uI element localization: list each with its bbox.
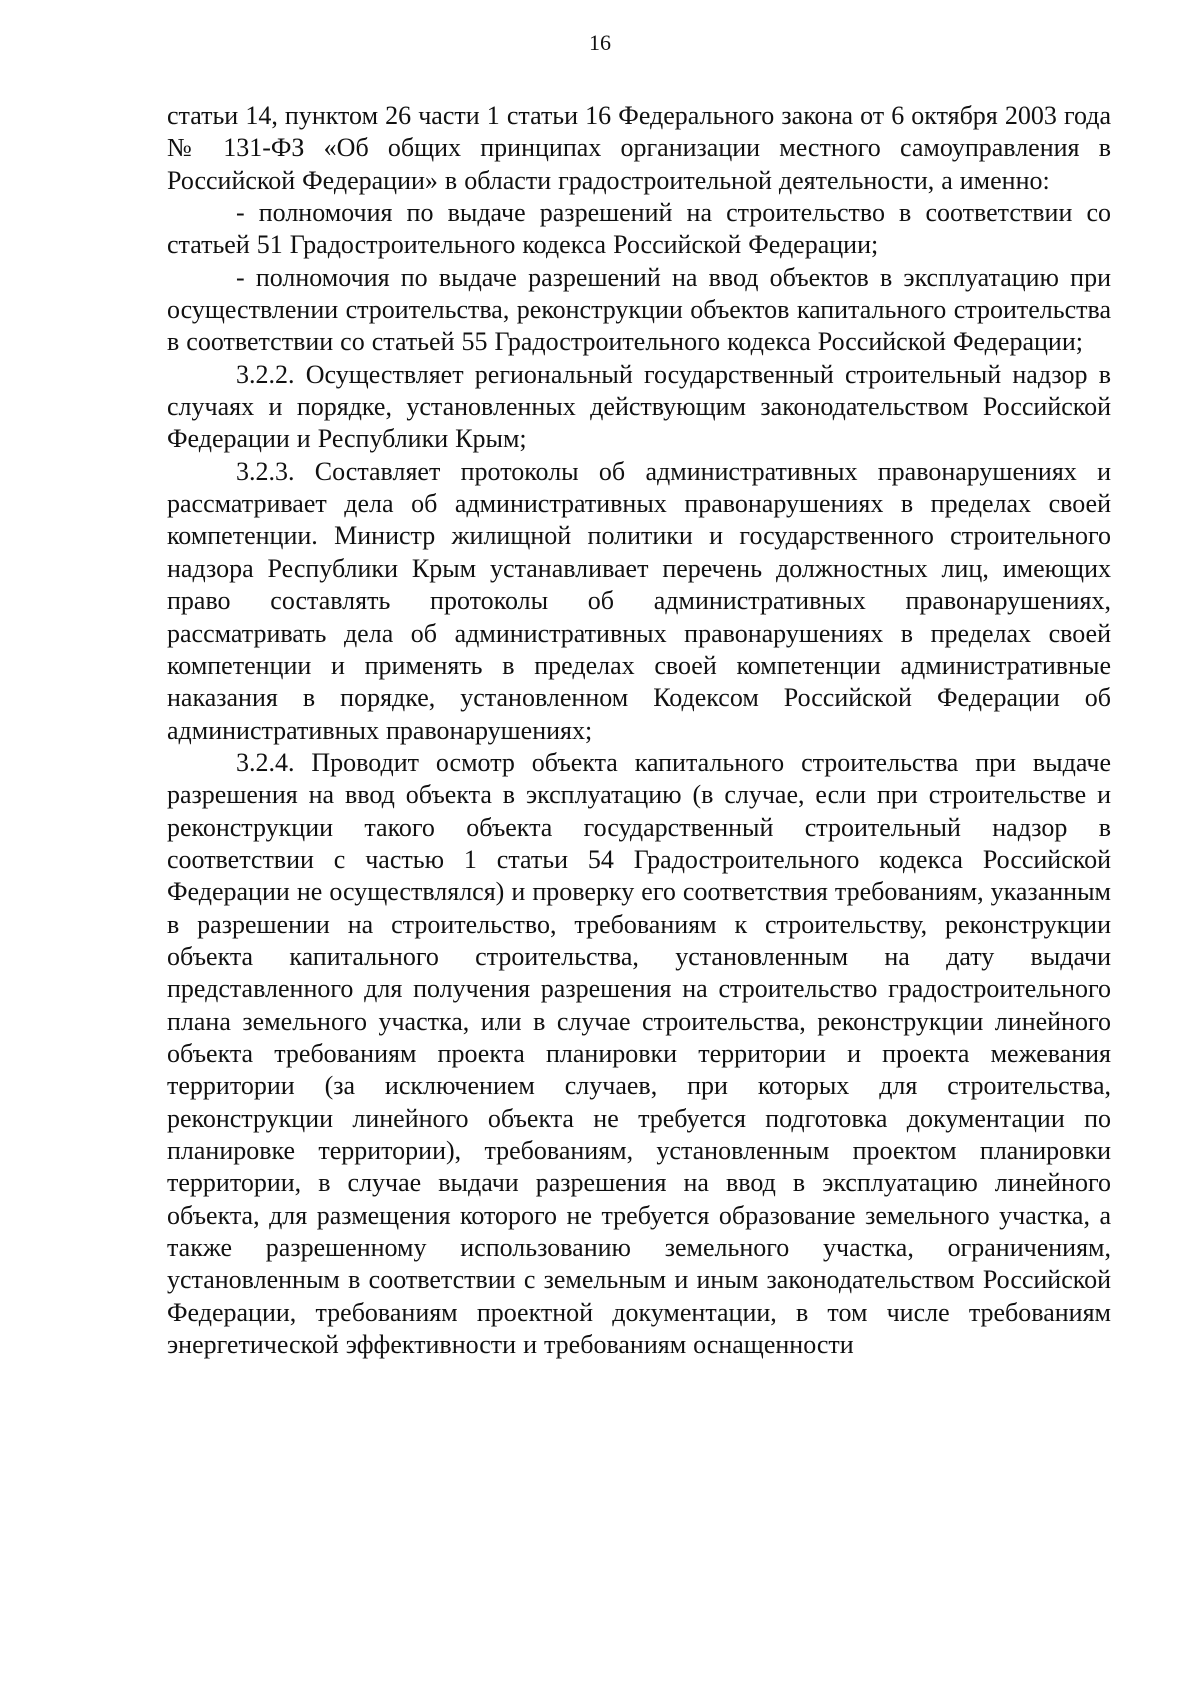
paragraph-3-2-3: 3.2.3. Составляет протоколы об административных правонарушениях и рассматривает дела об административных правонарушениях в пределах своей компетенции. Министр жилищной политики и государственного строительного надзора Республики Крым устанавливает перечень должностных лиц, имеющих право составлять протоколы об административных правонарушениях, рассматривать дела об административных правонарушениях в пределах своей компетенции и применять в пределах своей компетенции административные наказания в порядке, установленном Кодексом Российской Федерации об административных правонарушениях; — [167, 456, 1111, 745]
page-number: 16 — [589, 30, 611, 55]
paragraph-3-2-2: 3.2.2. Осуществляет региональный государственный строительный надзор в случаях и порядке, установленных действующим законодательством Российской Федерации и Республики Крым; — [167, 359, 1111, 454]
paragraph-construction-permits: - полномочия по выдаче разрешений на строительство в соответствии со статьей 51 Градостроительного кодекса Российской Федерации; — [167, 198, 1111, 260]
document-body — [167, 100, 1111, 1361]
paragraph-3-2-4: 3.2.4. Проводит осмотр объекта капитального строительства при выдаче разрешения на ввод объекта в эксплуатацию (в случае, если при строительстве и реконструкции такого объекта государственный строительный надзор в соответствии с частью 1 статьи 54 Градостроительного кодекса Российской Федерации не осуществлялся) и проверку его соответствия требованиям, указанным в разрешении на строительство, требованиям к строительству, реконструкции объекта капитального строительства, установленным на дату выдачи представленного для получения разрешения на строительство градостроительного плана земельного участка, или в случае строительства, реконструкции линейного объекта требованиям проекта планировки территории и проекта межевания территории (за исключением случаев, при которых для строительства, реконструкции линейного объекта не требуется подготовка документации по планировке территории), требованиям, установленным проектом планировки территории, в случае выдачи разрешения на ввод в эксплуатацию линейного объекта, для размещения которого не требуется образование земельного участка, а также разрешенному использованию земельного участка, ограничениям, установленным в соответствии с земельным и иным законодательством Российской Федерации, требованиям проектной документации, в том числе требованиям энергетической эффективности и требованиям оснащенности — [167, 747, 1111, 1360]
paragraph-intro-continuation: статьи 14, пунктом 26 части 1 статьи 16 Федерального закона от 6 октября 2003 года № 131-ФЗ «Об общих принципах организации местного самоуправления в Российской Федерации» в области градостроительной деятельности, а именно: — [167, 101, 1111, 195]
paragraph-commissioning-permits: - полномочия по выдаче разрешений на ввод объектов в эксплуатацию при осуществлении строительства, реконструкции объектов капитального строительства в соответствии со статьей 55 Градостроительного кодекса Российской Федерации; — [167, 262, 1111, 357]
